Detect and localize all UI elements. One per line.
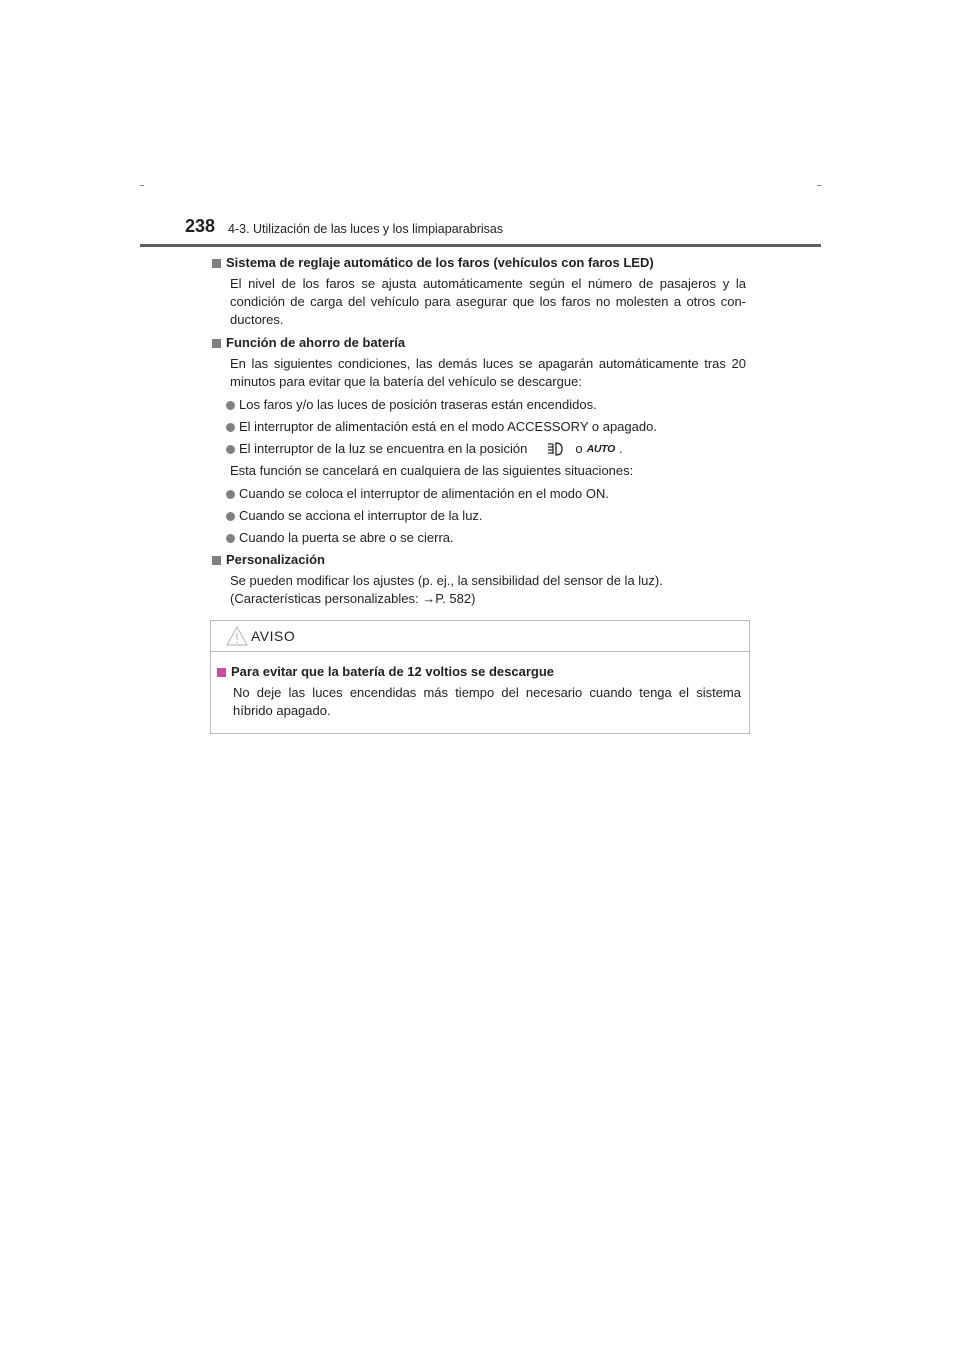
list-item — [212, 485, 746, 503]
warning-triangle-icon — [225, 625, 249, 647]
list-item — [212, 507, 746, 525]
main-content — [212, 254, 746, 613]
auto-icon: AUTO — [586, 443, 615, 455]
header-rule — [140, 244, 821, 247]
paragraph: En las siguientes condiciones, las demás luces se apagarán automáticamente tras 20 minutos para evitar que la batería del vehículo se descargue: — [230, 356, 746, 389]
punctuation: . — [618, 441, 623, 456]
arrow-icon: → — [422, 591, 436, 606]
warning-title: AVISO — [251, 628, 296, 644]
square-bullet-icon — [212, 339, 221, 348]
page-number: 238 — [185, 216, 216, 236]
round-bullet-icon — [226, 534, 235, 543]
round-bullet-icon — [226, 490, 235, 499]
headlight-icon — [547, 441, 563, 457]
list-item — [212, 396, 746, 414]
warning-heading — [217, 663, 741, 681]
list-item — [212, 529, 746, 547]
list-item-text: Cuando se acciona el interruptor de la luz. — [239, 508, 483, 523]
section-title: 4-3. Utilización de las luces y los limpiaparabrisas — [228, 222, 504, 236]
square-bullet-icon — [212, 259, 221, 268]
heading-customization — [212, 551, 746, 569]
paragraph: El nivel de los faros se ajusta automáticamente según el número de pasajeros y la condición de carga del vehículo para asegurar que los faros no molesten a otros con-ductores. — [230, 276, 746, 327]
paragraph-line: (Características personalizables: — [230, 591, 423, 606]
heading-text: Personalización — [226, 552, 325, 567]
heading-text: Para evitar que la batería de 12 voltios se descargue — [231, 664, 554, 679]
warning-box — [210, 620, 750, 734]
round-bullet-icon — [226, 512, 235, 521]
list-item — [212, 418, 746, 436]
heading-text: Sistema de reglaje automático de los faros (vehículos con faros LED) — [226, 255, 654, 270]
round-bullet-icon — [226, 423, 235, 432]
crop-mark-left — [140, 185, 144, 186]
heading-headlight-leveling — [212, 254, 746, 272]
square-bullet-icon — [212, 556, 221, 565]
heading-battery-saver — [212, 334, 746, 352]
list-item-text: Los faros y/o las luces de posición traseras están encendidos. — [239, 397, 597, 412]
round-bullet-icon — [226, 401, 235, 410]
paragraph-line: Se pueden modificar los ajustes (p. ej., la sensibilidad del sensor de la luz). — [230, 573, 663, 588]
list-item-text: Cuando la puerta se abre o se cierra. — [239, 530, 454, 545]
round-bullet-icon — [226, 445, 235, 454]
paragraph: Esta función se cancelará en cualquiera de las siguientes situaciones: — [230, 463, 634, 478]
warning-paragraph: No deje las luces encendidas más tiempo del necesario cuando tenga el sistema híbrido apagado. — [233, 685, 741, 718]
warning-header — [211, 621, 749, 652]
crop-mark-right — [817, 185, 821, 186]
heading-text: Función de ahorro de batería — [226, 335, 406, 350]
page-reference-link[interactable]: P. 582) — [435, 591, 476, 606]
square-bullet-icon — [217, 668, 226, 677]
list-item — [212, 440, 746, 458]
list-item-text: Cuando se coloca el interruptor de alimentación en el modo ON. — [239, 486, 609, 501]
paragraph — [212, 572, 746, 608]
list-item-text: El interruptor de la luz se encuentra en la posición — [239, 441, 528, 456]
list-item-text: El interruptor de alimentación está en el modo ACCESSORY o apagado. — [239, 419, 657, 434]
warning-body — [211, 652, 749, 720]
connector-text: o — [575, 441, 583, 456]
